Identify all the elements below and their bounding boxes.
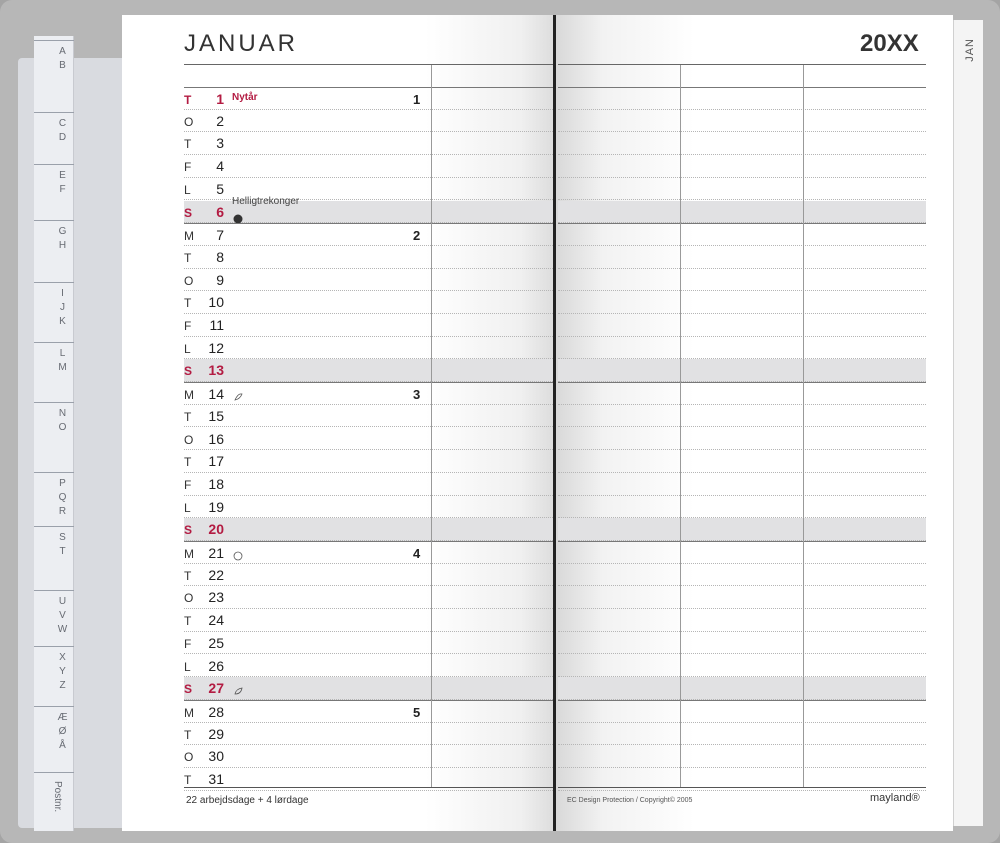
header-rule-left: [184, 64, 553, 65]
day-number: 29: [208, 725, 224, 742]
day-number: 23: [208, 589, 224, 606]
weekday-letter: F: [184, 636, 192, 651]
day-number: 7: [216, 227, 224, 244]
week-number: 4: [413, 546, 421, 561]
weekday-letter: L: [184, 500, 191, 515]
day-row[interactable]: [184, 359, 553, 382]
day-row-notes[interactable]: [558, 450, 926, 473]
day-row[interactable]: [184, 677, 553, 700]
day-row-notes[interactable]: [558, 201, 926, 224]
index-tab-label: E F: [59, 170, 67, 195]
day-number: 22: [208, 566, 224, 583]
index-tab[interactable]: [34, 590, 74, 646]
day-row[interactable]: [184, 700, 553, 723]
weekday-letter: T: [184, 614, 192, 629]
index-tab[interactable]: [34, 220, 74, 282]
day-number: 4: [216, 158, 224, 175]
weekday-letter: O: [184, 114, 194, 129]
weekday-letter: M: [184, 229, 194, 244]
holiday-label: Nytår: [232, 92, 258, 103]
weekday-letter: S: [184, 523, 193, 538]
week-number: 2: [413, 228, 421, 244]
day-number: 13: [208, 362, 224, 379]
day-number: 31: [208, 771, 224, 787]
day-row[interactable]: [184, 541, 553, 564]
moon-phase-new-icon: [233, 548, 243, 558]
index-tab-label: U V W: [57, 596, 69, 635]
day-row-notes[interactable]: [558, 178, 926, 201]
day-number: 10: [208, 294, 224, 311]
weekday-letter: L: [184, 341, 191, 356]
weekday-letter: T: [184, 296, 192, 311]
header-rule-right: [558, 64, 926, 65]
day-row-notes[interactable]: [558, 223, 926, 246]
index-tab-label: X Y Z: [59, 652, 67, 691]
holiday-note: Helligtrekonger: [232, 195, 300, 207]
day-number: 16: [208, 430, 224, 447]
index-tab-label: C D: [58, 118, 68, 143]
weekday-letter: T: [184, 93, 192, 107]
day-row[interactable]: [184, 564, 553, 587]
month-title: JANUAR: [184, 30, 299, 57]
weekday-letter: O: [184, 273, 194, 288]
day-row[interactable]: [184, 337, 553, 360]
day-row[interactable]: [184, 87, 553, 110]
index-tab[interactable]: [34, 472, 74, 526]
weekday-letter: S: [184, 205, 193, 220]
day-row-notes[interactable]: [558, 359, 926, 382]
day-row-notes[interactable]: [558, 632, 926, 655]
index-tab[interactable]: [34, 402, 74, 472]
week-number: 1: [413, 92, 421, 107]
day-row[interactable]: [184, 314, 553, 337]
day-row[interactable]: [184, 450, 553, 473]
day-row-notes[interactable]: [558, 155, 926, 178]
day-row[interactable]: [184, 496, 553, 519]
day-row-notes[interactable]: [558, 541, 926, 564]
brand-logo: mayland®: [870, 792, 920, 804]
index-tab-label: Postnr.: [52, 781, 63, 813]
weekday-letter: T: [184, 455, 192, 470]
moon-phase-waxing-icon: [233, 683, 243, 693]
day-row-notes[interactable]: [558, 314, 926, 337]
weekday-letter: T: [184, 773, 192, 787]
index-tab-label: P Q R: [58, 478, 68, 517]
column-divider: [431, 65, 432, 787]
weekday-letter: T: [184, 409, 192, 424]
day-row-notes[interactable]: [558, 473, 926, 496]
index-tab[interactable]: [34, 342, 74, 402]
month-tab[interactable]: JAN: [964, 38, 976, 62]
moon-phase-full-icon: [233, 211, 243, 221]
day-row[interactable]: [184, 655, 553, 678]
footer-rule-right: [558, 787, 926, 788]
day-number: 17: [208, 453, 224, 470]
day-row-notes[interactable]: [558, 496, 926, 519]
day-number: 11: [209, 317, 224, 333]
book-spine: [553, 15, 556, 831]
weekday-letter: T: [184, 250, 192, 265]
index-tab[interactable]: [34, 646, 74, 706]
weekday-letter: T: [184, 727, 192, 742]
week-number: 3: [413, 387, 421, 403]
weekday-letter: M: [184, 547, 194, 561]
index-tab[interactable]: [34, 706, 74, 772]
index-tab[interactable]: [34, 772, 74, 831]
day-row[interactable]: [184, 518, 553, 541]
day-row[interactable]: [184, 632, 553, 655]
day-row[interactable]: [184, 405, 553, 428]
day-row-notes[interactable]: [558, 609, 926, 632]
weekday-letter: S: [184, 364, 193, 379]
day-row-notes[interactable]: [558, 382, 926, 405]
day-row-notes[interactable]: [558, 745, 926, 768]
day-number: 19: [208, 498, 224, 515]
day-row-notes[interactable]: [558, 655, 926, 678]
day-number: 14: [208, 386, 224, 403]
day-row[interactable]: [184, 745, 553, 768]
column-divider: [803, 65, 804, 787]
index-tab-label: I J K: [59, 288, 67, 327]
weekday-letter: L: [184, 659, 191, 674]
moon-phase-waning-icon: [233, 389, 243, 399]
day-row-notes[interactable]: [558, 518, 926, 541]
weekday-letter: F: [184, 477, 192, 492]
day-number: 26: [208, 657, 224, 674]
index-tab[interactable]: [34, 526, 74, 590]
weekday-letter: F: [184, 319, 192, 333]
index-tab[interactable]: [34, 40, 74, 112]
day-row-notes[interactable]: [558, 586, 926, 609]
day-row[interactable]: [184, 723, 553, 746]
day-number: 21: [208, 545, 224, 561]
day-row-notes[interactable]: [558, 132, 926, 155]
day-number: 30: [208, 748, 224, 765]
weekday-letter: F: [184, 160, 192, 175]
index-tab[interactable]: [34, 164, 74, 220]
day-number: 20: [208, 521, 224, 538]
day-row-notes[interactable]: [558, 291, 926, 314]
day-row-notes[interactable]: [558, 428, 926, 451]
index-tab[interactable]: [34, 112, 74, 164]
day-number: 15: [208, 407, 224, 424]
day-row[interactable]: [184, 132, 553, 155]
weekday-letter: O: [184, 750, 194, 765]
day-row[interactable]: [184, 291, 553, 314]
day-number: 5: [216, 180, 224, 197]
weekday-letter: O: [184, 432, 194, 447]
index-tab-label: S T: [59, 532, 67, 557]
index-tab-label: N O: [58, 408, 68, 433]
workdays-summary: 22 arbejdsdage + 4 lørdage: [186, 795, 309, 806]
day-number: 6: [216, 203, 224, 220]
year-title: 20XX: [860, 30, 919, 57]
day-row-notes[interactable]: [558, 564, 926, 587]
weekday-letter: S: [184, 682, 193, 697]
day-number: 12: [208, 339, 224, 356]
day-number: 25: [208, 634, 224, 651]
day-row-notes[interactable]: [558, 246, 926, 269]
day-row-notes[interactable]: [558, 110, 926, 133]
day-row[interactable]: [184, 428, 553, 451]
day-number: 24: [208, 612, 224, 629]
day-row[interactable]: [184, 246, 553, 269]
day-row-notes[interactable]: [558, 723, 926, 746]
day-row-notes[interactable]: [558, 700, 926, 723]
day-number: 1: [216, 91, 224, 107]
column-divider: [680, 65, 681, 787]
week-number: 5: [413, 704, 421, 720]
day-number: 9: [216, 271, 224, 288]
index-tab-label: G H: [58, 226, 68, 251]
day-row-notes[interactable]: [558, 677, 926, 700]
weekday-letter: T: [184, 137, 192, 152]
weekday-letter: M: [184, 705, 194, 720]
page-edge: [953, 20, 983, 826]
day-row[interactable]: [184, 110, 553, 133]
day-number: 2: [216, 112, 224, 129]
weekday-letter: T: [184, 568, 192, 583]
weekday-letter: L: [184, 182, 191, 197]
day-row[interactable]: [184, 586, 553, 609]
index-tab-label: A B: [59, 46, 67, 71]
day-row[interactable]: [184, 473, 553, 496]
day-row-notes[interactable]: [558, 87, 926, 110]
index-tab[interactable]: [34, 282, 74, 342]
day-row[interactable]: [184, 195, 553, 224]
weekday-letter: O: [184, 591, 194, 606]
day-row[interactable]: [184, 269, 553, 292]
day-number: 3: [216, 135, 224, 152]
index-tab-label: L M: [58, 348, 68, 373]
day-number: 18: [208, 475, 224, 492]
day-row[interactable]: [184, 609, 553, 632]
day-number: 8: [216, 248, 224, 265]
day-row-notes[interactable]: [558, 337, 926, 360]
day-number: 27: [208, 680, 224, 697]
day-number: 28: [208, 703, 224, 720]
weekday-letter: M: [184, 388, 194, 403]
day-row[interactable]: [184, 223, 553, 246]
footer-rule-left: [184, 787, 553, 788]
day-row[interactable]: [184, 382, 553, 405]
alphabet-index-strip: [34, 36, 74, 831]
day-row[interactable]: [184, 155, 553, 178]
day-row-notes[interactable]: [558, 405, 926, 428]
day-row-notes[interactable]: [558, 269, 926, 292]
index-tab-label: Æ Ø Å: [57, 712, 69, 751]
copyright-notice: EC Design Protection / Copyright© 2005: [567, 797, 693, 804]
